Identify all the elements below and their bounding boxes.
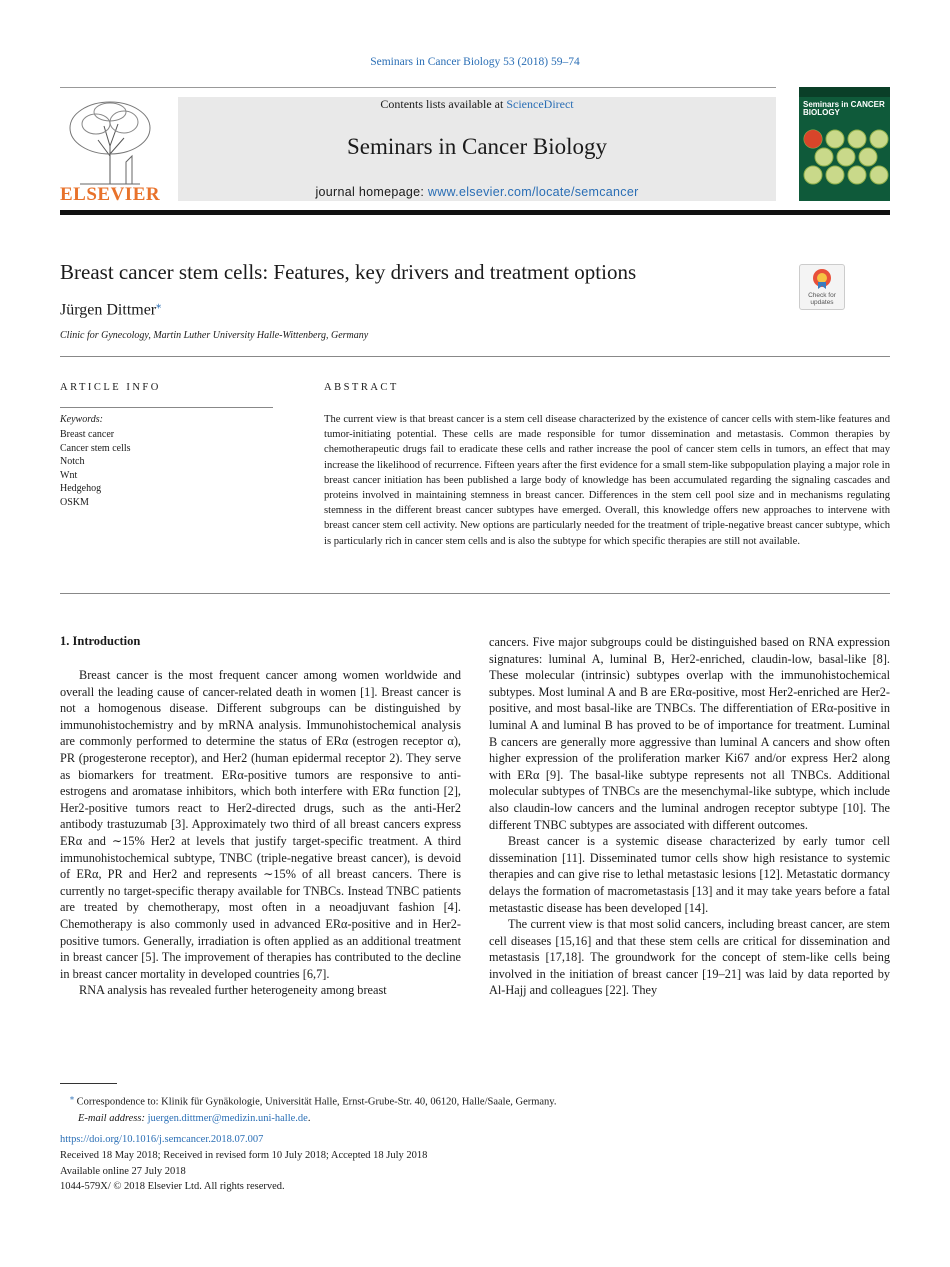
available-online: Available online 27 July 2018 bbox=[60, 1165, 186, 1177]
body-paragraph: RNA analysis has revealed further heterogeneity among breast bbox=[79, 983, 387, 998]
contents-prefix: Contents lists available at bbox=[380, 97, 507, 111]
article-info-rule bbox=[60, 407, 273, 408]
copyright: 1044-579X/ © 2018 Elsevier Ltd. All rights reserved. bbox=[60, 1181, 285, 1193]
article-info-heading: ARTICLE INFO bbox=[60, 382, 161, 393]
check-for-updates-badge[interactable] bbox=[799, 264, 845, 310]
email-link[interactable]: juergen.dittmer@medizin.uni-halle.de bbox=[147, 1112, 308, 1124]
doi-link[interactable]: https://doi.org/10.1016/j.semcancer.2018.07.007 bbox=[60, 1134, 264, 1145]
keywords-list bbox=[60, 428, 131, 509]
homepage-prefix: journal homepage: bbox=[315, 185, 428, 199]
keyword: OSKM bbox=[60, 496, 89, 508]
journal-citation[interactable]: Seminars in Cancer Biology 53 (2018) 59–74 bbox=[370, 56, 580, 68]
body-paragraph: Breast cancer is the most frequent cancer among women worldwide and overall the leading cause of cancer-related death in women [1]. Breast cancer is not a homogenous disease. Different subgroups can be distinguished by immunohistochemistry and by mRNA analysis. Immunohistochemical analysis are commonly performed to determine the status of ERα (estrogen receptor α), PR (progesterone receptor), and Her2 (human epidermal receptor 2). They serve as biomarkers for treatment. ERα-positive tumors are responsive to anti-estrogens and aromatase inhibitors, which both interfere with ERα function [2], Her2-positive tumors react to Her2-directed drugs, such as the anti-Her2 antibody trastuzumab [3]. Approximately two third of all breast cancers express ERα and ∼15% Her2 at levels that justify target-specific treatment. A third immunohistochemical subtype, TNBC (triple-negative breast cancer), is devoid of ERα, PR and Her2 and represents ∼15% of all breast cancers. There is currently no target-specific therapy available for TNBCs. Instead TNBC patients are treated by chemotherapy, most often in a neoadjuvant fashion [4]. Chemotherapy is also commonly used in advanced ERα-positive and in Her2-positive tumors. Generally, irradiation is often applied as an additional treatment in breast cancer [5]. The improvement of therapies has contributed to the decline in breast cancer mortality in developed countries [6,7]. bbox=[60, 668, 461, 981]
keyword: Notch bbox=[60, 456, 85, 467]
elsevier-wordmark: ELSEVIER bbox=[60, 184, 161, 205]
received-dates: Received 18 May 2018; Received in revised form 10 July 2018; Accepted 18 July 2018 bbox=[60, 1149, 428, 1161]
keyword: Cancer stem cells bbox=[60, 442, 131, 454]
section-heading-introduction: 1. Introduction bbox=[60, 634, 141, 648]
body-paragraph: The current view is that most solid cancers, including breast cancer, are stem cell diseases [15,16] and that these stem cells are critical for dissemination and metastasis [17,18]. The groundwork for the concept of stem-like cells being involved in the initiation of breast cancer [19–21] was laid by data reported by Al-Hajj and colleagues [22]. They bbox=[489, 917, 890, 998]
cover-title: Seminars in CANCER BIOLOGY bbox=[803, 100, 885, 117]
keyword: Breast cancer bbox=[60, 429, 115, 440]
author-name[interactable]: Jürgen Dittmer bbox=[60, 301, 157, 319]
body-paragraph: Breast cancer is a systemic disease characterized by early tumor cell dissemination [11]. Disseminated tumor cells show high resistance to systemic therapies and can give rise to lethal metastasic lesions [12]. Metastatic dormancy delays the formation of macrometastasis [13] and it may take years before a fatal metastastic disease has been developed [14]. bbox=[489, 834, 890, 915]
contents-line bbox=[178, 97, 776, 112]
footnote bbox=[60, 1090, 557, 1127]
header-thick-rule bbox=[60, 210, 890, 215]
bookmark-icon bbox=[812, 268, 832, 290]
body-column-right bbox=[489, 634, 890, 999]
footnote-rule bbox=[60, 1083, 117, 1084]
publication-info bbox=[60, 1132, 427, 1195]
journal-name: Seminars in Cancer Biology bbox=[347, 134, 607, 159]
correspondence-text: Correspondence to: Klinik für Gynäkologie, Universität Halle, Ernst-Grube-Str. 40, 06120, Halle/Saale, Germany. bbox=[76, 1096, 557, 1108]
body-column-left bbox=[60, 667, 461, 999]
homepage-link[interactable]: www.elsevier.com/locate/semcancer bbox=[427, 185, 639, 199]
email-label: E-mail address: bbox=[78, 1112, 148, 1124]
abstract-heading: ABSTRACT bbox=[324, 382, 399, 393]
body-paragraph: cancers. Five major subgroups could be distinguished based on RNA expression signatures: luminal A, luminal B, Her2-enriched, claudin-low, basal-like [8]. These molecular (intrinsic) subtypes overlap with the immunohistochemical subtypes. Most luminal A and B are ERα-positive, most Her2-enriched are Her2-positive, and most basal-like are TNBCs. The differentiation of ERα-positive in luminal A and luminal B has proved to be of importance for treatment. Luminal B cancers are generally more aggressive than luminal A cancers and show often higher expression of the proliferation marker Ki67 and/or express Her2 along with ERα [9]. The basal-like subtype represents not all TNBCs. Additional molecular subtypes of TNBCs are the mesenchymal-like subtype, which include also claudin-low cancers and the luminal androgen receptor subtype [10]. The different TNBC subtypes are associated with different outcomes. bbox=[489, 635, 890, 832]
keyword: Hedgehog bbox=[60, 483, 102, 494]
author-line bbox=[60, 300, 161, 319]
header-divider bbox=[60, 87, 776, 88]
author-footnote-mark[interactable]: ⁎ bbox=[156, 300, 162, 311]
footnote-mark: ⁎ bbox=[70, 1093, 74, 1102]
sciencedirect-link[interactable]: ScienceDirect bbox=[506, 97, 574, 111]
email-suffix: . bbox=[307, 1112, 311, 1124]
homepage-line bbox=[178, 185, 776, 199]
journal-cover-thumbnail[interactable] bbox=[799, 87, 890, 201]
check-for-updates-label: Check for updates bbox=[808, 292, 836, 306]
keywords-label: Keywords: bbox=[60, 414, 103, 425]
affiliation: Clinic for Gynecology, Martin Luther University Halle-Wittenberg, Germany bbox=[60, 330, 369, 341]
article-title: Breast cancer stem cells: Features, key drivers and treatment options bbox=[60, 260, 637, 284]
abstract-text: The current view is that breast cancer is a stem cell disease characterized by the existence of cancer cells with stem-like features and tumor-initiating potential. These cells are made responsible for tumor dissemination and metastasis. Common therapies by chemotherapeutic drugs fail to eradicate these cells and rather increase the pool of cancer stem cells in tumors, an effect that may increase the likelihood of recurrence. Fifteen years after the first evidence for a small stem-like subpopulation playing a major role in breast cancer initiation has been published a large body of knowledge has been accumulated regarding the signaling cascades and proteins involved in maintaining stemness in breast cancer. Differences in the stem cell pool size and in mechanisms regulating stemness in the different breast cancer subtypes have emerged. Overall, this knowledge offers new approaches to intervene with breast cancer stem cell activity. New options are particularly needed for the treatment of triple-negative breast cancer subtype, which is particularly rich in cancer stem cells and is also the subtype for which specific therapies are still not available. bbox=[324, 414, 890, 547]
divider bbox=[60, 356, 890, 357]
keyword: Wnt bbox=[60, 469, 78, 481]
divider bbox=[60, 593, 890, 594]
